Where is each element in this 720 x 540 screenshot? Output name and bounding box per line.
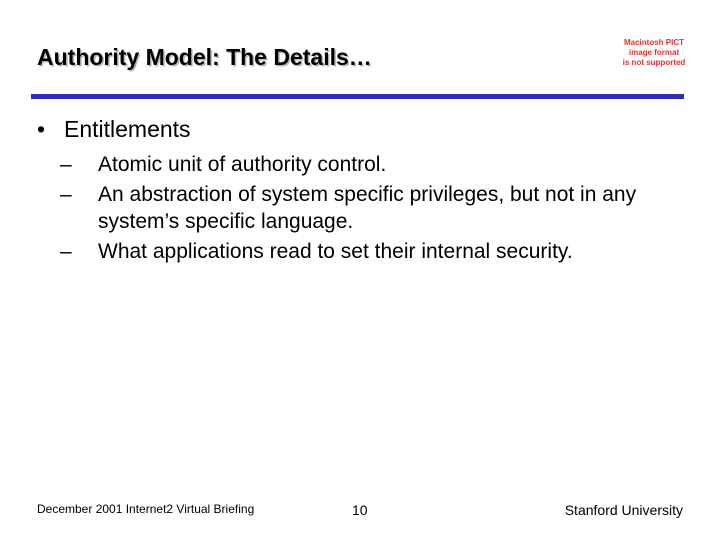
- bullet-entitlements: [37, 113, 697, 145]
- footer-organization: Stanford University: [564, 502, 683, 518]
- dash-marker: –: [60, 153, 72, 176]
- slide-title: Authority Model: The Details…: [37, 44, 372, 70]
- dash-marker: –: [60, 240, 72, 263]
- dash-marker: –: [60, 183, 72, 206]
- sub-bullet-text: What applications read to set their internal security.: [98, 240, 573, 263]
- sub-bullet-text: An abstraction of system specific privileges, but not in any system’s specific language.: [98, 183, 637, 233]
- placeholder-line-1: Macintosh PICT: [623, 38, 684, 47]
- sub-bullet-2: [37, 181, 697, 235]
- sub-bullet-3: [37, 238, 697, 265]
- placeholder-line-3: is not supported: [622, 58, 686, 67]
- sub-bullet-text: Atomic unit of authority control.: [98, 153, 387, 176]
- title-divider: [31, 94, 684, 99]
- footer-event: December 2001 Internet2 Virtual Briefing: [37, 502, 255, 516]
- sub-bullet-1: [37, 151, 697, 178]
- bullet-text: Entitlements: [64, 116, 191, 142]
- bullet-list: [37, 113, 697, 268]
- bullet-marker: •: [37, 116, 46, 142]
- placeholder-line-2: image format: [628, 48, 680, 57]
- unsupported-image-placeholder: [616, 38, 692, 68]
- page-number: 10: [352, 502, 368, 518]
